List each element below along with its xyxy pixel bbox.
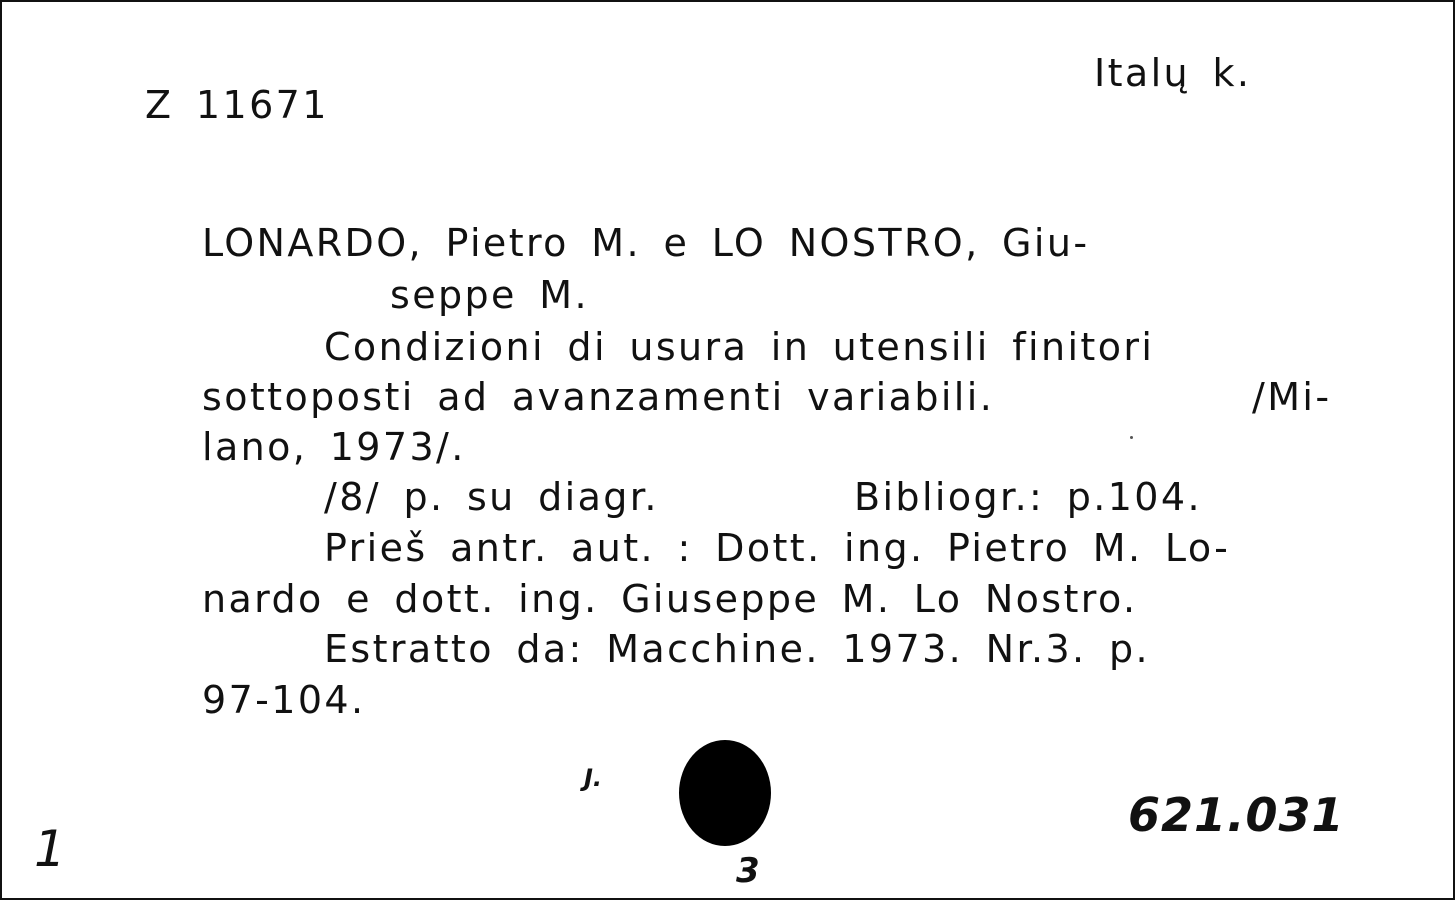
title-line-2-place: /Mi- <box>1252 375 1332 419</box>
collation-pages: /8/ p. su diagr. <box>324 475 659 519</box>
source-line-1: Estratto da: Macchine. 1973. Nr.3. p. <box>324 627 1150 671</box>
note-line-1: Prieš antr. aut. : Dott. ing. Pietro M. Lo- <box>324 526 1231 570</box>
punch-hole <box>679 740 771 846</box>
bottom-handwritten-mark: 3 <box>736 851 760 891</box>
title-line-1: Condizioni di usura in utensili finitori <box>324 325 1155 369</box>
collection-label: Italų k. <box>1094 51 1252 95</box>
title-line-3: lano, 1973/. <box>202 425 466 469</box>
authors-line-1: LONARDO, Pietro M. e LO NOSTRO, Giu- <box>202 221 1090 265</box>
ink-speck <box>1130 436 1133 439</box>
title-line-2: sottoposti ad avanzamenti variabili. <box>202 375 995 419</box>
authors-line-2: seppe M. <box>390 273 589 317</box>
collation-bibliography: Bibliogr.: p.104. <box>854 475 1202 519</box>
note-line-2: nardo e dott. ing. Giuseppe M. Lo Nostro. <box>202 577 1138 621</box>
call-number: Z 11671 <box>145 83 329 127</box>
copy-count: 1 <box>34 820 66 878</box>
source-line-2: 97-104. <box>202 678 366 722</box>
classification-number: 621.031 <box>1128 788 1345 842</box>
small-handwritten-mark: J. <box>584 764 603 792</box>
